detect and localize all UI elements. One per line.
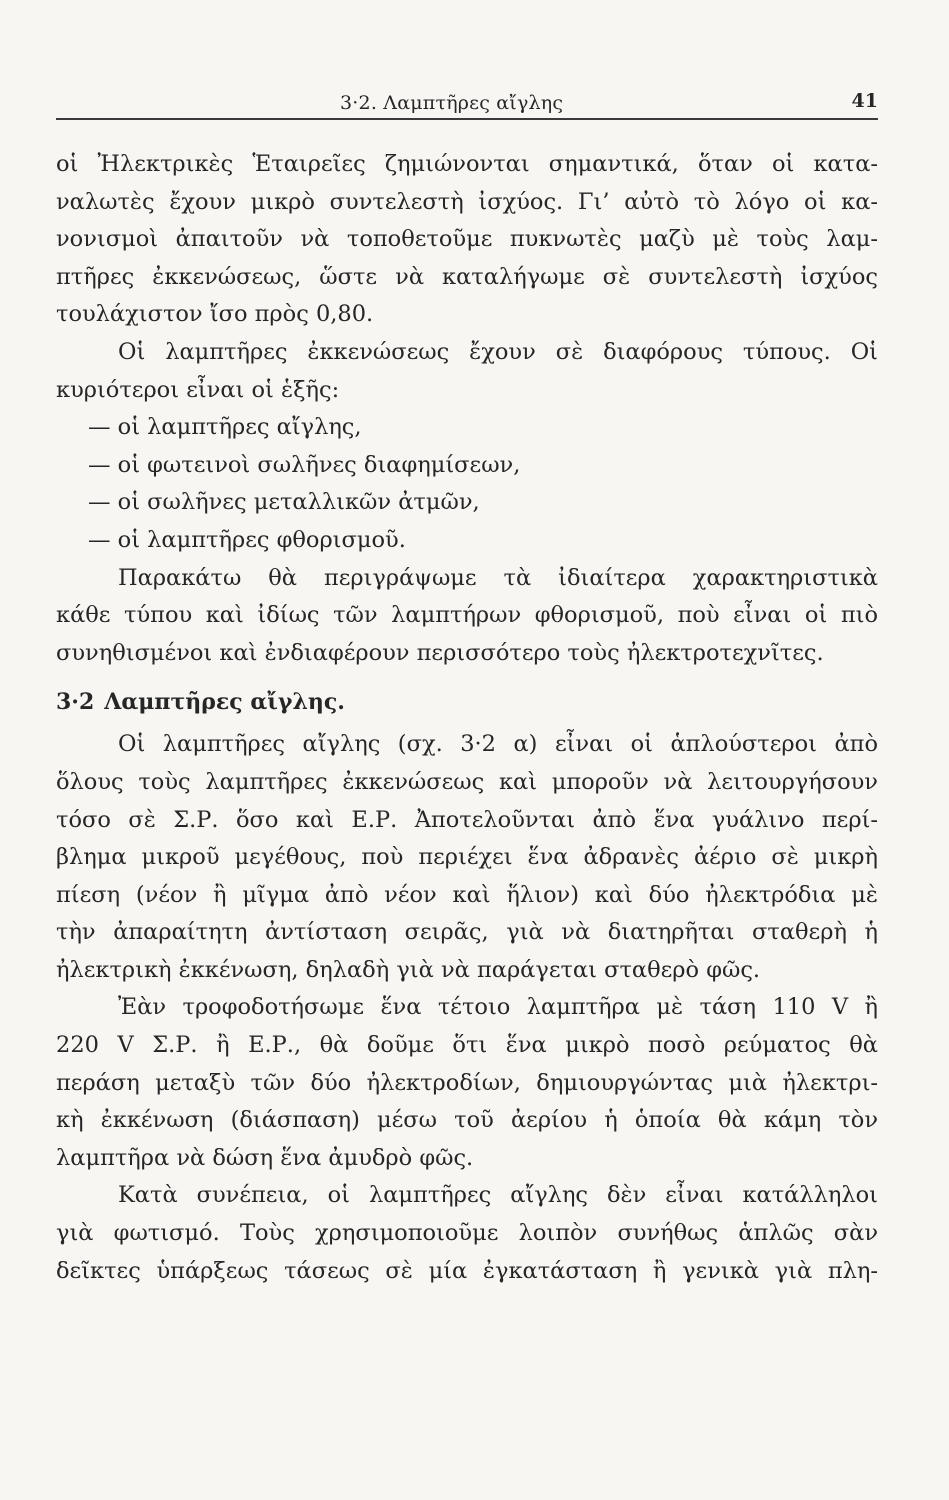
text-line: 220 V Σ.Ρ. ἢ Ε.Ρ., θὰ δοῦμε ὅτι ἕνα μικρὸ ποσὸ ρεύματος θὰ xyxy=(56,1032,878,1059)
text-line: κὴ ἐκκένωση (διάσπαση) μέσω τοῦ ἀερίου ἡ ὁποία θὰ κάμη τὸν xyxy=(56,1107,878,1134)
running-title: 3·2. Λαμπτῆρες αἴγλης xyxy=(340,92,564,114)
text-line: τὴν ἀπαραίτητη ἀντίσταση σειρᾶς, γιὰ νὰ διατηρῆται σταθερὴ ἡ xyxy=(56,919,878,946)
paragraph-4 xyxy=(56,726,878,989)
text-line: βλημα μικροῦ μεγέθους, ποὺ περιέχει ἕνα ἀδρανὲς ἀέριο σὲ μικρὴ xyxy=(56,844,878,871)
text-line: ναλωτὲς ἔχουν μικρὸ συντελεστὴ ἰσχύος. Γι’ αὐτὸ τὸ λόγο οἱ κα- xyxy=(56,188,878,215)
text-line: περάση μεταξὺ τῶν δύο ἠλεκτροδίων, δημιουργώντας μιὰ ἠλεκτρι- xyxy=(56,1069,878,1096)
text-line: γιὰ φωτισμό. Τοὺς χρησιμοποιοῦμε λοιπὸν συνήθως ἁπλῶς σὰν xyxy=(56,1220,878,1247)
list-item: — οἱ σωλῆνες μεταλλικῶν ἀτμῶν, xyxy=(88,489,480,516)
page-number: 41 xyxy=(851,90,878,112)
text-line: οἱ Ἠλεκτρικὲς Ἑταιρεῖες ζημιώνονται σημαντικά, ὅταν οἱ κατα- xyxy=(56,151,878,177)
text-line: συνηθισμένοι καὶ ἐνδιαφέρουν περισσότερο τοὺς ἠλεκτροτεχνῖτες. xyxy=(56,639,824,666)
text-line: Ἐὰν τροφοδοτήσωμε ἕνα τέτοιο λαμπτῆρα μὲ τάση 110 V ἢ xyxy=(118,994,878,1021)
text-line: τόσο σὲ Σ.Ρ. ὅσο καὶ Ε.Ρ. Ἀποτελοῦνται ἀπὸ ἕνα γυάλινο περί- xyxy=(56,806,878,833)
text-line: Παρακάτω θὰ περιγράψωμε τὰ ἰδιαίτερα χαρακτηριστικὰ xyxy=(118,564,878,591)
text-line: Οἱ λαμπτῆρες ἐκκενώσεως ἔχουν σὲ διαφόρους τύπους. Οἱ xyxy=(118,338,878,365)
paragraph-3 xyxy=(56,560,878,673)
text-line: Οἱ λαμπτῆρες αἴγλης (σχ. 3·2 α) εἶναι οἱ ἁπλούστεροι ἀπὸ xyxy=(118,731,878,758)
text-line: κυριότεροι εἶναι οἱ ἑξῆς: xyxy=(56,376,340,403)
list-item: — οἱ λαμπτῆρες αἴγλης, xyxy=(88,414,362,441)
list-item: — οἱ φωτεινοὶ σωλῆνες διαφημίσεων, xyxy=(88,451,521,478)
paragraph-2 xyxy=(56,334,878,409)
text-line: κάθε τύπου καὶ ἰδίως τῶν λαμπτήρων φθορισμοῦ, ποὺ εἶναι οἱ πιὸ xyxy=(56,602,878,629)
paragraph-1 xyxy=(56,146,878,334)
section-number: 3·2 xyxy=(56,689,95,716)
text-line: Κατὰ συνέπεια, οἱ λαμπτῆρες αἴγλης δὲν εἶναι κατάλληλοι xyxy=(118,1182,878,1209)
section-heading xyxy=(56,682,878,722)
paragraph-5 xyxy=(56,989,878,1177)
running-header xyxy=(56,86,878,126)
header-rule xyxy=(56,118,878,120)
section-title: Λαμπτῆρες αἴγλης. xyxy=(104,689,345,716)
text-line: λαμπτῆρα νὰ δώση ἕνα ἀμυδρὸ φῶς. xyxy=(56,1144,474,1171)
lamp-types-list xyxy=(56,409,878,559)
paragraph-6 xyxy=(56,1177,878,1290)
text-line: δεῖκτες ὑπάρξεως τάσεως σὲ μία ἐγκατάσταση ἢ γενικὰ γιὰ πλη- xyxy=(56,1257,878,1284)
list-item: — οἱ λαμπτῆρες φθορισμοῦ. xyxy=(88,526,406,553)
text-line: ὅλους τοὺς λαμπτῆρες ἐκκενώσεως καὶ μποροῦν νὰ λειτουργήσουν xyxy=(56,768,878,795)
text-line: ἠλεκτρικὴ ἐκκένωση, δηλαδὴ γιὰ νὰ παράγεται σταθερὸ φῶς. xyxy=(56,956,761,983)
text-line: πίεση (νέον ἢ μῖγμα ἀπὸ νέον καὶ ἥλιον) καὶ δύο ἠλεκτρόδια μὲ xyxy=(56,881,878,908)
text-line: πτῆρες ἐκκενώσεως, ὥστε νὰ καταλήγωμε σὲ συντελεστὴ ἰσχύος xyxy=(56,263,878,290)
page-body xyxy=(56,146,878,1290)
text-line: νονισμοὶ ἀπαιτοῦν νὰ τοποθετοῦμε πυκνωτὲς μαζὺ μὲ τοὺς λαμ- xyxy=(56,226,878,253)
text-line: τουλάχιστον ἴσο πρὸς 0,80. xyxy=(56,301,374,328)
